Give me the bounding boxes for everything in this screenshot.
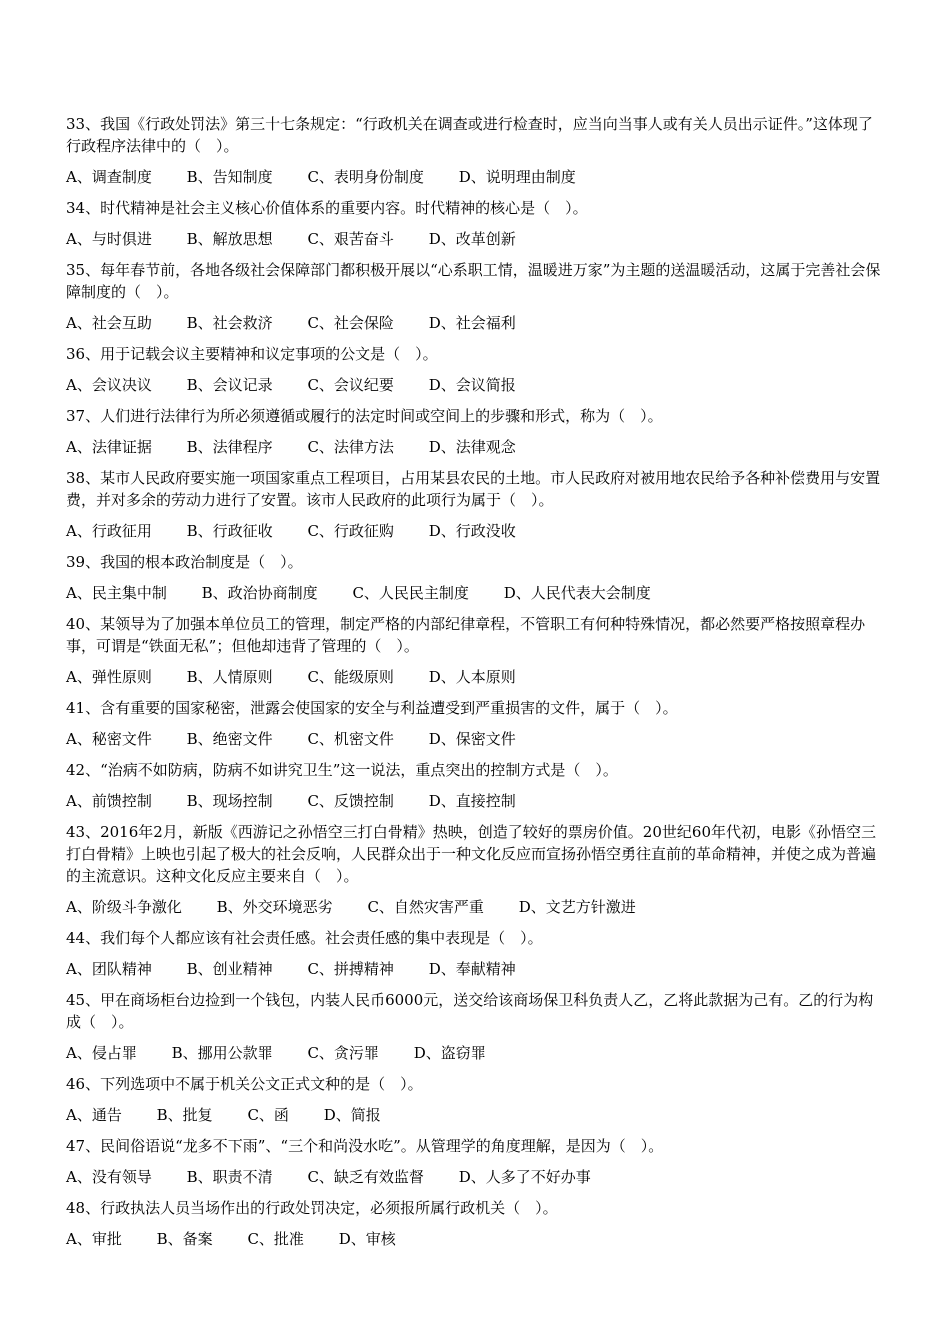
- option-c: C、批准: [247, 1230, 304, 1248]
- option-c: C、反馈控制: [307, 792, 394, 810]
- option-c: C、贪污罪: [307, 1044, 379, 1062]
- option-c: C、会议纪要: [307, 376, 394, 394]
- question-35: [66, 259, 886, 334]
- option-d: D、说明理由制度: [458, 168, 576, 186]
- option-b: B、创业精神: [186, 960, 273, 978]
- exam-page: [66, 113, 886, 1259]
- question-text: 46、下列选项中不属于机关公文正式文种的是（ ）。: [66, 1075, 423, 1093]
- question-42: [66, 759, 886, 812]
- option-b: B、告知制度: [186, 168, 273, 186]
- option-b: B、绝密文件: [186, 730, 273, 748]
- option-row: [66, 1166, 886, 1188]
- option-b: B、批复: [156, 1106, 213, 1124]
- option-a: A、民主集中制: [66, 584, 167, 602]
- option-row: [66, 790, 886, 812]
- option-d: D、人多了不好办事: [458, 1168, 591, 1186]
- question-43: [66, 821, 886, 918]
- question-text: 48、行政执法人员当场作出的行政处罚决定，必须报所属行政机关（ ）。: [66, 1199, 558, 1217]
- option-row: [66, 374, 886, 396]
- option-row: [66, 228, 886, 250]
- option-row: [66, 582, 886, 604]
- option-c: C、艰苦奋斗: [307, 230, 394, 248]
- option-a: A、与时俱进: [66, 230, 152, 248]
- question-text: 34、时代精神是社会主义核心价值体系的重要内容。时代精神的核心是（ ）。: [66, 199, 588, 217]
- option-b: B、法律程序: [186, 438, 273, 456]
- question-text: 40、某领导为了加强本单位员工的管理，制定严格的内部纪律章程，不管职工有何种特殊情况，都必然要严格按照章程办事，可谓是“铁面无私”；但他却违背了管理的（ ）。: [66, 615, 866, 655]
- option-c: C、缺乏有效监督: [307, 1168, 424, 1186]
- option-d: D、行政没收: [428, 522, 516, 540]
- option-b: B、会议记录: [186, 376, 273, 394]
- option-a: A、秘密文件: [66, 730, 152, 748]
- option-a: A、阶级斗争激化: [66, 898, 182, 916]
- question-text: 37、人们进行法律行为所必须遵循或履行的法定时间或空间上的步骤和形式，称为（ ）。: [66, 407, 663, 425]
- question-text: 38、某市人民政府要实施一项国家重点工程项目，占用某县农民的土地。市人民政府对被用地农民给予各种补偿费用与安置费，并对多余的劳动力进行了安置。该市人民政府的此项行为属于（ ）。: [66, 469, 881, 509]
- question-34: [66, 197, 886, 250]
- option-c: C、社会保险: [307, 314, 394, 332]
- option-b: B、社会救济: [186, 314, 273, 332]
- option-d: D、改革创新: [428, 230, 516, 248]
- option-row: [66, 896, 886, 918]
- option-c: C、法律方法: [307, 438, 394, 456]
- option-a: A、会议决议: [66, 376, 152, 394]
- option-a: A、侵占罪: [66, 1044, 137, 1062]
- question-text: 47、民间俗语说“龙多不下雨”、“三个和尚没水吃”。从管理学的角度理解，是因为（ ）。: [66, 1137, 664, 1155]
- option-d: D、人民代表大会制度: [503, 584, 651, 602]
- option-d: D、社会福利: [428, 314, 516, 332]
- option-d: D、盗窃罪: [413, 1044, 486, 1062]
- option-b: B、人情原则: [186, 668, 273, 686]
- option-row: [66, 1104, 886, 1126]
- option-d: D、会议简报: [428, 376, 516, 394]
- question-46: [66, 1073, 886, 1126]
- question-33: [66, 113, 886, 188]
- question-text: 36、用于记载会议主要精神和议定事项的公文是（ ）。: [66, 345, 438, 363]
- option-b: B、现场控制: [186, 792, 273, 810]
- option-d: D、简报: [323, 1106, 381, 1124]
- option-d: D、审核: [338, 1230, 396, 1248]
- option-b: B、行政征收: [186, 522, 273, 540]
- option-c: C、行政征购: [307, 522, 394, 540]
- option-row: [66, 436, 886, 458]
- question-39: [66, 551, 886, 604]
- option-a: A、没有领导: [66, 1168, 152, 1186]
- question-40: [66, 613, 886, 688]
- option-d: D、直接控制: [428, 792, 516, 810]
- option-a: A、团队精神: [66, 960, 152, 978]
- option-d: D、奉献精神: [428, 960, 516, 978]
- option-a: A、社会互助: [66, 314, 152, 332]
- question-45: [66, 989, 886, 1064]
- option-c: C、能级原则: [307, 668, 394, 686]
- option-b: B、挪用公款罪: [171, 1044, 273, 1062]
- option-b: B、解放思想: [186, 230, 273, 248]
- option-b: B、政治协商制度: [201, 584, 318, 602]
- option-c: C、函: [247, 1106, 289, 1124]
- option-c: C、拼搏精神: [307, 960, 394, 978]
- question-text: 35、每年春节前，各地各级社会保障部门都积极开展以“心系职工情，温暖进万家”为主题的送温暖活动，这属于完善社会保障制度的（ ）。: [66, 261, 881, 301]
- question-text: 41、含有重要的国家秘密，泄露会使国家的安全与利益遭受到严重损害的文件，属于（ ）。: [66, 699, 678, 717]
- option-d: D、保密文件: [428, 730, 516, 748]
- option-row: [66, 728, 886, 750]
- option-d: D、法律观念: [428, 438, 516, 456]
- question-41: [66, 697, 886, 750]
- option-c: C、机密文件: [307, 730, 394, 748]
- option-a: A、弹性原则: [66, 668, 152, 686]
- option-b: B、备案: [156, 1230, 213, 1248]
- option-row: [66, 520, 886, 542]
- option-b: B、职责不清: [186, 1168, 273, 1186]
- option-a: A、前馈控制: [66, 792, 152, 810]
- option-row: [66, 166, 886, 188]
- question-38: [66, 467, 886, 542]
- option-a: A、审批: [66, 1230, 122, 1248]
- option-a: A、法律证据: [66, 438, 152, 456]
- question-text: 45、甲在商场柜台边捡到一个钱包，内装人民币6000元，送交给该商场保卫科负责人乙，乙将此款据为己有。乙的行为构成（ ）。: [66, 991, 874, 1031]
- option-c: C、人民民主制度: [352, 584, 469, 602]
- question-text: 44、我们每个人都应该有社会责任感。社会责任感的集中表现是（ ）。: [66, 929, 543, 947]
- option-a: A、调查制度: [66, 168, 152, 186]
- option-d: D、文艺方针激进: [518, 898, 636, 916]
- option-c: C、表明身份制度: [307, 168, 424, 186]
- option-b: B、外交环境恶劣: [216, 898, 333, 916]
- option-c: C、自然灾害严重: [367, 898, 484, 916]
- option-row: [66, 312, 886, 334]
- option-row: [66, 666, 886, 688]
- option-row: [66, 1042, 886, 1064]
- question-48: [66, 1197, 886, 1250]
- question-37: [66, 405, 886, 458]
- question-36: [66, 343, 886, 396]
- question-44: [66, 927, 886, 980]
- option-a: A、行政征用: [66, 522, 152, 540]
- question-text: 33、我国《行政处罚法》第三十七条规定：“行政机关在调查或进行检查时，应当向当事人或有关人员出示证件。”这体现了行政程序法律中的（ ）。: [66, 115, 873, 155]
- option-a: A、通告: [66, 1106, 122, 1124]
- question-text: 39、我国的根本政治制度是（ ）。: [66, 553, 303, 571]
- question-47: [66, 1135, 886, 1188]
- option-d: D、人本原则: [428, 668, 516, 686]
- question-text: 42、“治病不如防病，防病不如讲究卫生”这一说法，重点突出的控制方式是（ ）。: [66, 761, 618, 779]
- option-row: [66, 1228, 886, 1250]
- question-text: 43、2016年2月，新版《西游记之孙悟空三打白骨精》热映，创造了较好的票房价值。20世纪60年代初，电影《孙悟空三打白骨精》上映也引起了极大的社会反响，人民群众出于一种文化反应而宣扬孙悟空勇往直前的革命精神，并使之成为普遍的主流意识。这种文化反应主要来自（ ）。: [66, 823, 877, 885]
- option-row: [66, 958, 886, 980]
